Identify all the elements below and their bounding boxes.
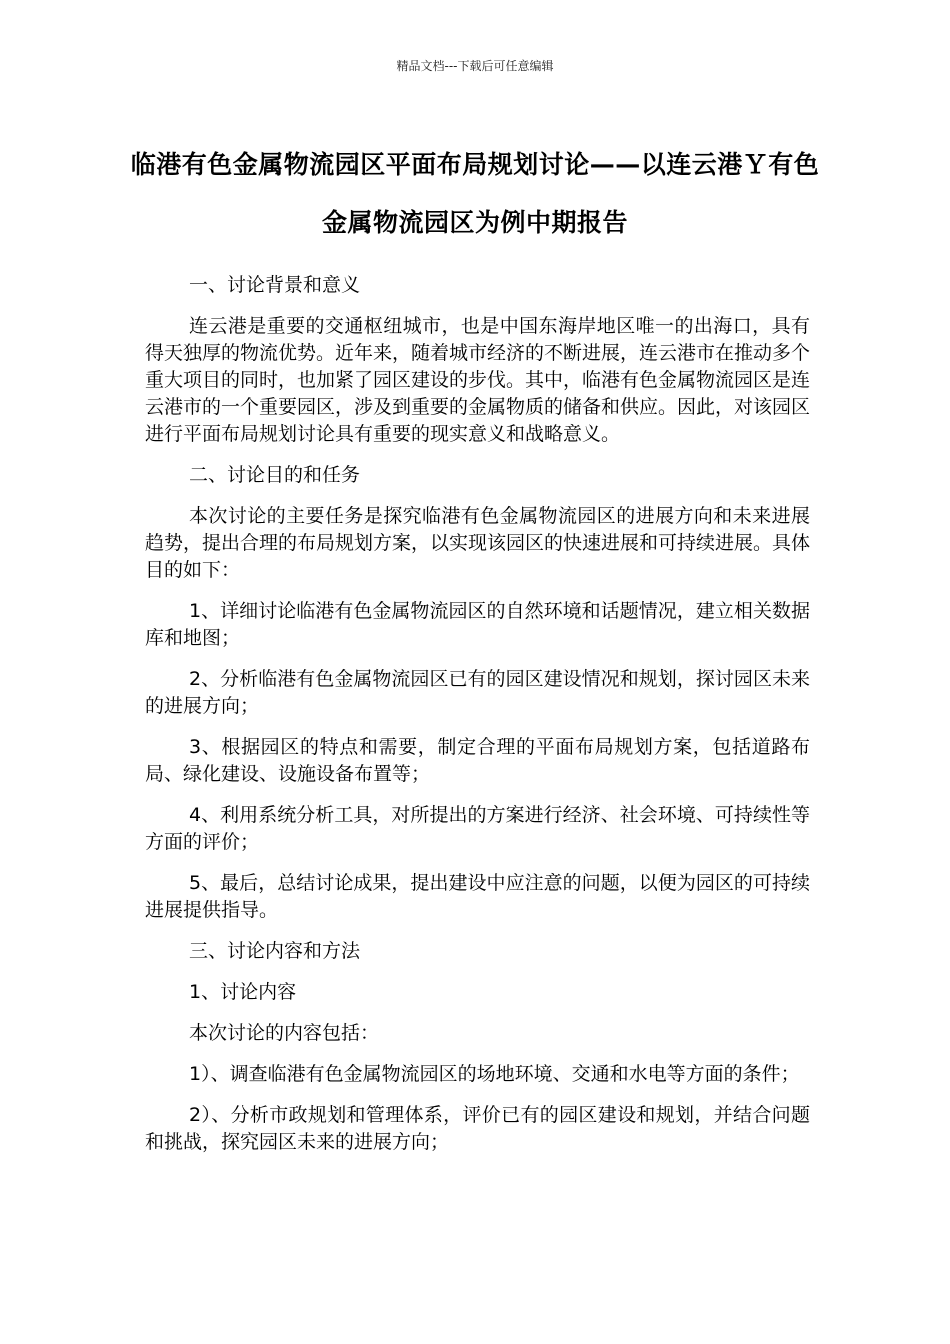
objective-item-3: 3、根据园区的特点和需要，制定合理的平面布局规划方案，包括道路布局、绿化建设、设施设备布置等；: [145, 736, 810, 785]
document-title: 临港有色金属物流园区平面布局规划讨论——以连云港Ｙ有色金属物流园区为例中期报告: [130, 150, 820, 237]
task-paragraph: 本次讨论的主要任务是探究临港有色金属物流园区的进展方向和未来进展趋势，提出合理的布局规划方案，以实现该园区的快速进展和可持续进展。具体目的如下：: [145, 505, 811, 581]
section-heading-2: 二、讨论目的和任务: [189, 464, 361, 486]
page-header: 精品文档---下载后可任意编辑: [396, 59, 554, 73]
objective-item-5: 5、最后，总结讨论成果，提出建设中应注意的问题，以便为园区的可持续进展提供指导。: [145, 872, 810, 921]
document-body: [145, 272, 810, 1170]
section-heading-3: 三、讨论内容和方法: [189, 940, 361, 962]
objective-item-1: 1、详细讨论临港有色金属物流园区的自然环境和话题情况，建立相关数据库和地图；: [145, 600, 810, 649]
section-heading-1: 一、讨论背景和意义: [189, 274, 361, 296]
content-intro: 本次讨论的内容包括：: [189, 1022, 380, 1044]
objective-item-4: 4、利用系统分析工具，对所提出的方案进行经济、社会环境、可持续性等方面的评价；: [145, 804, 810, 853]
background-paragraph: 连云港是重要的交通枢纽城市，也是中国东海岸地区唯一的出海口，具有得天独厚的物流优势。近年来，随着城市经济的不断进展，连云港市在推动多个重大项目的同时，也加紧了园区建设的步伐。其中，临港有色金属物流园区是连云港市的一个重要园区，涉及到重要的金属物质的储备和供应。因此，对该园区进行平面布局规划讨论具有重要的现实意义和战略意义。: [145, 315, 811, 445]
subsection-heading-1: 1、讨论内容: [189, 981, 297, 1003]
content-item-2: 2）、分析市政规划和管理体系，评价已有的园区建设和规划，并结合问题和挑战，探究园区未来的进展方向；: [145, 1104, 810, 1153]
objective-item-2: 2、分析临港有色金属物流园区已有的园区建设情况和规划，探讨园区未来的进展方向；: [145, 668, 810, 717]
content-item-1: 1）、调查临港有色金属物流园区的场地环境、交通和水电等方面的条件；: [189, 1063, 800, 1085]
